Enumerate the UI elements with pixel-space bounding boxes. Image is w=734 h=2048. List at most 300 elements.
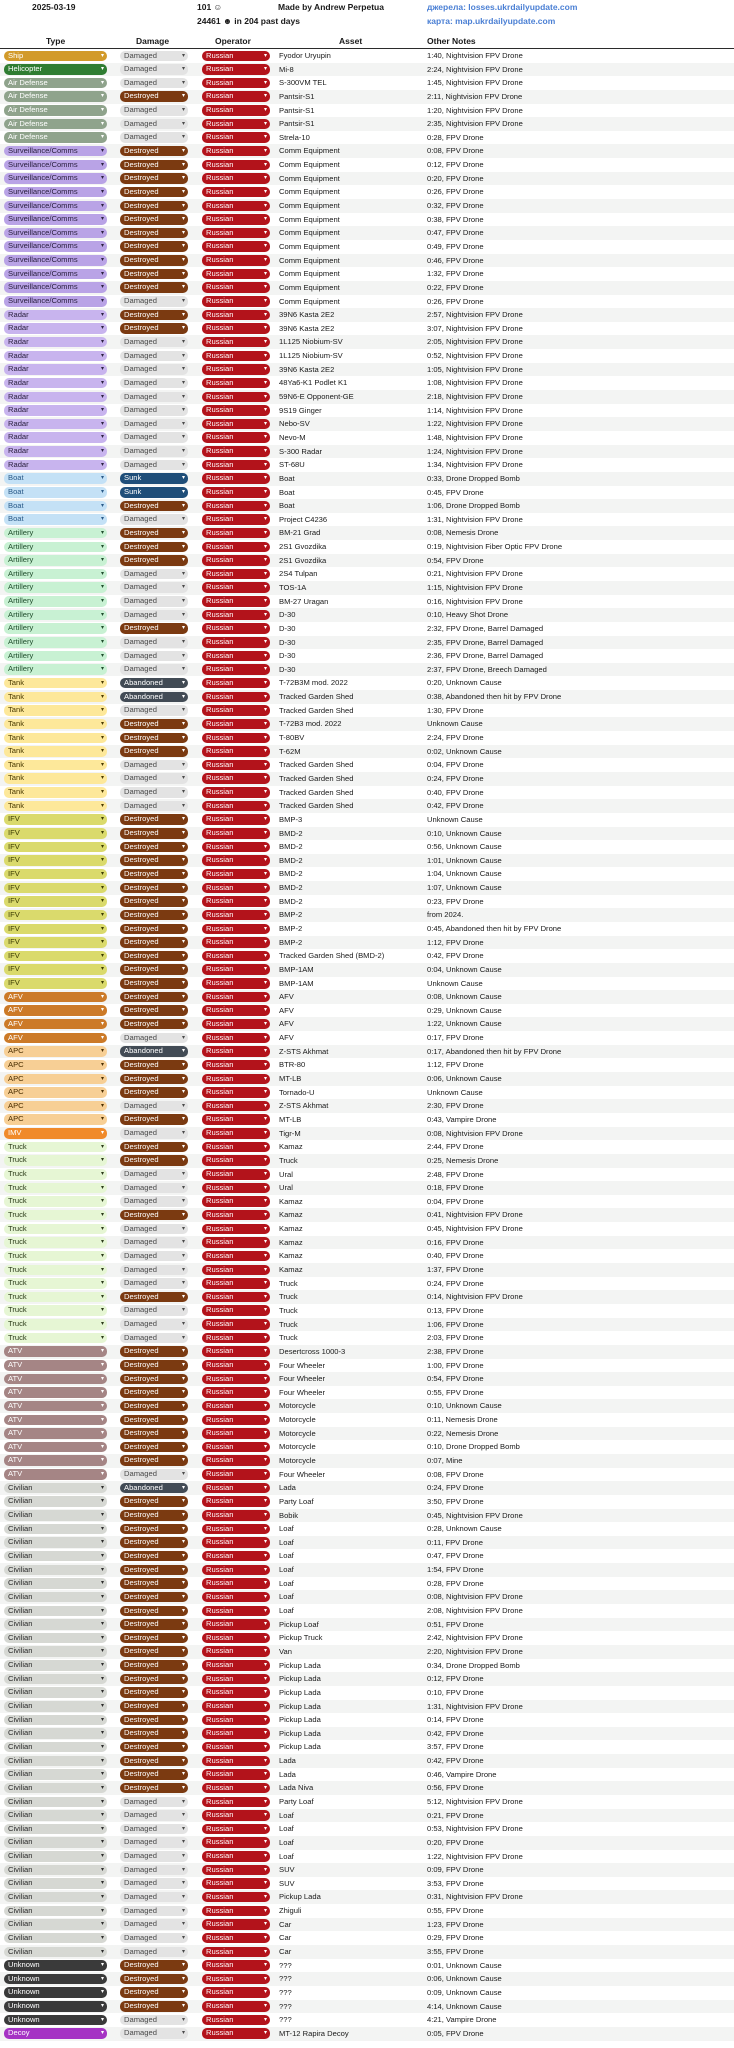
damage-dropdown[interactable] [120, 1824, 188, 1835]
operator-dropdown[interactable] [202, 1155, 270, 1166]
operator-dropdown[interactable] [202, 1646, 270, 1657]
asset-cell[interactable]: Pickup Lada [279, 1728, 321, 1738]
asset-cell[interactable]: Tracked Garden Shed [279, 705, 354, 715]
type-dropdown[interactable] [4, 910, 107, 921]
type-dropdown[interactable] [4, 569, 107, 580]
map-link[interactable]: карта: map.ukrdailyupdate.com [427, 16, 556, 26]
notes-cell[interactable]: 1:12, FPV Drone [427, 937, 484, 947]
asset-cell[interactable]: BMP-2 [279, 937, 303, 947]
asset-cell[interactable]: Zhiguli [279, 1906, 302, 1916]
notes-cell[interactable]: 0:25, Nemesis Drone [427, 1155, 499, 1165]
asset-cell[interactable]: Loaf [279, 1606, 294, 1616]
asset-cell[interactable]: Tigr-M [279, 1128, 301, 1138]
asset-cell[interactable]: Motorcycle [279, 1455, 316, 1465]
notes-cell[interactable]: 0:21, FPV Drone [427, 1810, 484, 1820]
notes-cell[interactable]: 0:55, FPV Drone [427, 1906, 484, 1916]
type-dropdown[interactable] [4, 1906, 107, 1917]
type-dropdown[interactable] [4, 1797, 107, 1808]
asset-cell[interactable]: AFV [279, 1033, 294, 1043]
damage-dropdown[interactable] [120, 978, 188, 989]
notes-cell[interactable]: 0:20, FPV Drone [427, 1837, 484, 1847]
damage-dropdown[interactable] [120, 733, 188, 744]
damage-dropdown[interactable] [120, 1933, 188, 1944]
notes-cell[interactable]: 0:11, Nemesis Drone [427, 1415, 498, 1425]
type-dropdown[interactable] [4, 582, 107, 593]
notes-cell[interactable]: 0:04, Unknown Cause [427, 964, 502, 974]
damage-dropdown[interactable] [120, 1837, 188, 1848]
notes-cell[interactable]: 0:08, Nightvision FPV Drone [427, 1128, 523, 1138]
damage-dropdown[interactable] [120, 269, 188, 280]
type-dropdown[interactable] [4, 1960, 107, 1971]
asset-cell[interactable]: Z-STS Akhmat [279, 1101, 329, 1111]
asset-cell[interactable]: Tracked Garden Shed [279, 692, 354, 702]
asset-cell[interactable]: Boat [279, 487, 295, 497]
notes-cell[interactable]: 1:31, Nightvision FPV Drone [427, 1701, 523, 1711]
notes-cell[interactable]: 0:56, Unknown Cause [427, 842, 502, 852]
damage-dropdown[interactable] [120, 1987, 188, 1998]
asset-cell[interactable]: Motorcycle [279, 1428, 316, 1438]
type-dropdown[interactable] [4, 542, 107, 553]
damage-dropdown[interactable] [120, 405, 188, 416]
notes-cell[interactable]: 0:33, Drone Dropped Bomb [427, 473, 520, 483]
operator-dropdown[interactable] [202, 1483, 270, 1494]
asset-cell[interactable]: BMD-2 [279, 855, 303, 865]
damage-dropdown[interactable] [120, 1974, 188, 1985]
operator-dropdown[interactable] [202, 1101, 270, 1112]
notes-cell[interactable]: 2:30, FPV Drone [427, 1101, 484, 1111]
damage-dropdown[interactable] [120, 1687, 188, 1698]
notes-cell[interactable]: 0:38, Abandoned then hit by FPV Drone [427, 692, 562, 702]
damage-dropdown[interactable] [120, 51, 188, 62]
damage-dropdown[interactable] [120, 1251, 188, 1262]
damage-dropdown[interactable] [120, 705, 188, 716]
notes-cell[interactable]: 1:54, FPV Drone [427, 1565, 484, 1575]
operator-dropdown[interactable] [202, 1428, 270, 1439]
operator-dropdown[interactable] [202, 760, 270, 771]
type-dropdown[interactable] [4, 1701, 107, 1712]
operator-dropdown[interactable] [202, 1865, 270, 1876]
operator-dropdown[interactable] [202, 828, 270, 839]
asset-cell[interactable]: 39N6 Kasta 2E2 [279, 364, 335, 374]
operator-dropdown[interactable] [202, 78, 270, 89]
type-dropdown[interactable] [4, 842, 107, 853]
notes-cell[interactable]: 0:51, FPV Drone [427, 1619, 484, 1629]
damage-dropdown[interactable] [120, 255, 188, 266]
operator-dropdown[interactable] [202, 883, 270, 894]
operator-dropdown[interactable] [202, 582, 270, 593]
notes-cell[interactable]: Unknown Cause [427, 719, 483, 729]
damage-dropdown[interactable] [120, 1442, 188, 1453]
notes-cell[interactable]: 0:14, Nightvision FPV Drone [427, 1292, 523, 1302]
notes-cell[interactable]: 1:06, FPV Drone [427, 1319, 484, 1329]
operator-dropdown[interactable] [202, 473, 270, 484]
asset-cell[interactable]: Desertcross 1000-3 [279, 1346, 346, 1356]
asset-cell[interactable]: S-300VM TEL [279, 78, 327, 88]
operator-dropdown[interactable] [202, 1537, 270, 1548]
type-dropdown[interactable] [4, 1415, 107, 1426]
notes-cell[interactable]: 0:28, FPV Drone [427, 1578, 484, 1588]
notes-cell[interactable]: 0:08, Unknown Cause [427, 992, 502, 1002]
damage-dropdown[interactable] [120, 1183, 188, 1194]
asset-cell[interactable]: Bobik [279, 1510, 298, 1520]
notes-cell[interactable]: 0:19, Nightvision Fiber Optic FPV Drone [427, 542, 563, 552]
notes-cell[interactable]: 0:13, FPV Drone [427, 1305, 484, 1315]
operator-dropdown[interactable] [202, 1728, 270, 1739]
notes-cell[interactable]: 0:07, Mine [427, 1455, 463, 1465]
damage-dropdown[interactable] [120, 132, 188, 143]
asset-cell[interactable]: Tracked Garden Shed [279, 773, 354, 783]
damage-dropdown[interactable] [120, 1510, 188, 1521]
damage-dropdown[interactable] [120, 883, 188, 894]
type-dropdown[interactable] [4, 1046, 107, 1057]
type-dropdown[interactable] [4, 692, 107, 703]
operator-dropdown[interactable] [202, 637, 270, 648]
asset-cell[interactable]: 2S1 Gvozdika [279, 542, 327, 552]
asset-cell[interactable]: Comm Equipment [279, 296, 340, 306]
damage-dropdown[interactable] [120, 310, 188, 321]
asset-cell[interactable]: Car [279, 1919, 292, 1929]
type-dropdown[interactable] [4, 978, 107, 989]
damage-dropdown[interactable] [120, 569, 188, 580]
operator-dropdown[interactable] [202, 1797, 270, 1808]
notes-cell[interactable]: 2:32, FPV Drone, Barrel Damaged [427, 623, 544, 633]
type-dropdown[interactable] [4, 1114, 107, 1125]
notes-cell[interactable]: 0:47, FPV Drone [427, 1551, 484, 1561]
asset-cell[interactable]: BMD-2 [279, 896, 303, 906]
notes-cell[interactable]: 1:22, Unknown Cause [427, 1019, 502, 1029]
type-dropdown[interactable] [4, 596, 107, 607]
operator-dropdown[interactable] [202, 1114, 270, 1125]
damage-dropdown[interactable] [120, 514, 188, 525]
notes-cell[interactable]: 0:45, FPV Drone [427, 487, 484, 497]
damage-dropdown[interactable] [120, 1851, 188, 1862]
asset-cell[interactable]: 1L125 Niobium-SV [279, 351, 343, 361]
operator-dropdown[interactable] [202, 1756, 270, 1767]
operator-dropdown[interactable] [202, 1060, 270, 1071]
operator-dropdown[interactable] [202, 1592, 270, 1603]
type-dropdown[interactable] [4, 1674, 107, 1685]
damage-dropdown[interactable] [120, 2001, 188, 2012]
damage-dropdown[interactable] [120, 1128, 188, 1139]
damage-dropdown[interactable] [120, 1046, 188, 1057]
notes-cell[interactable]: 0:40, FPV Drone [427, 1251, 484, 1261]
asset-cell[interactable]: Motorcycle [279, 1442, 316, 1452]
type-dropdown[interactable] [4, 1033, 107, 1044]
damage-dropdown[interactable] [120, 1305, 188, 1316]
operator-dropdown[interactable] [202, 132, 270, 143]
asset-cell[interactable]: Loaf [279, 1524, 294, 1534]
type-dropdown[interactable] [4, 746, 107, 757]
notes-cell[interactable]: 0:55, FPV Drone [427, 1387, 484, 1397]
type-dropdown[interactable] [4, 678, 107, 689]
damage-dropdown[interactable] [120, 2015, 188, 2026]
type-dropdown[interactable] [4, 364, 107, 375]
damage-dropdown[interactable] [120, 855, 188, 866]
type-dropdown[interactable] [4, 705, 107, 716]
type-dropdown[interactable] [4, 173, 107, 184]
notes-cell[interactable]: 0:10, Drone Dropped Bomb [427, 1442, 520, 1452]
asset-cell[interactable]: Loaf [279, 1551, 294, 1561]
asset-cell[interactable]: Pickup Lada [279, 1687, 321, 1697]
notes-cell[interactable]: 0:26, FPV Drone [427, 187, 484, 197]
notes-cell[interactable]: 3:50, FPV Drone [427, 1496, 484, 1506]
damage-dropdown[interactable] [120, 1019, 188, 1030]
asset-cell[interactable]: Pickup Lada [279, 1674, 321, 1684]
type-dropdown[interactable] [4, 1565, 107, 1576]
asset-cell[interactable]: Kamaz [279, 1237, 303, 1247]
operator-dropdown[interactable] [202, 678, 270, 689]
damage-dropdown[interactable] [120, 637, 188, 648]
operator-dropdown[interactable] [202, 1565, 270, 1576]
asset-cell[interactable]: Comm Equipment [279, 269, 340, 279]
notes-cell[interactable]: 0:46, Vampire Drone [427, 1769, 497, 1779]
operator-dropdown[interactable] [202, 1824, 270, 1835]
notes-cell[interactable]: 3:55, FPV Drone [427, 1947, 484, 1957]
operator-dropdown[interactable] [202, 1333, 270, 1344]
operator-dropdown[interactable] [202, 1455, 270, 1466]
type-dropdown[interactable] [4, 1251, 107, 1262]
asset-cell[interactable]: Car [279, 1933, 292, 1943]
damage-dropdown[interactable] [120, 692, 188, 703]
type-dropdown[interactable] [4, 992, 107, 1003]
asset-cell[interactable]: Loaf [279, 1578, 294, 1588]
asset-cell[interactable]: Comm Equipment [279, 214, 340, 224]
operator-dropdown[interactable] [202, 705, 270, 716]
damage-dropdown[interactable] [120, 1415, 188, 1426]
type-dropdown[interactable] [4, 405, 107, 416]
notes-cell[interactable]: 0:56, FPV Drone [427, 1783, 484, 1793]
type-dropdown[interactable] [4, 2001, 107, 2012]
notes-cell[interactable]: 1:24, Nightvision FPV Drone [427, 446, 523, 456]
asset-cell[interactable]: T-62M [279, 746, 301, 756]
asset-cell[interactable]: 39N6 Kasta 2E2 [279, 310, 335, 320]
type-dropdown[interactable] [4, 1728, 107, 1739]
damage-dropdown[interactable] [120, 173, 188, 184]
asset-cell[interactable]: AFV [279, 992, 294, 1002]
damage-dropdown[interactable] [120, 1797, 188, 1808]
asset-cell[interactable]: 9S19 Ginger [279, 405, 322, 415]
type-dropdown[interactable] [4, 323, 107, 334]
type-dropdown[interactable] [4, 1551, 107, 1562]
operator-dropdown[interactable] [202, 787, 270, 798]
operator-dropdown[interactable] [202, 201, 270, 212]
operator-dropdown[interactable] [202, 1292, 270, 1303]
type-dropdown[interactable] [4, 187, 107, 198]
asset-cell[interactable]: Pickup Loaf [279, 1619, 319, 1629]
damage-dropdown[interactable] [120, 105, 188, 116]
operator-dropdown[interactable] [202, 2015, 270, 2026]
damage-dropdown[interactable] [120, 296, 188, 307]
operator-dropdown[interactable] [202, 951, 270, 962]
type-dropdown[interactable] [4, 937, 107, 948]
type-dropdown[interactable] [4, 1974, 107, 1985]
asset-cell[interactable]: BMP-3 [279, 814, 303, 824]
operator-dropdown[interactable] [202, 910, 270, 921]
asset-cell[interactable]: Truck [279, 1278, 298, 1288]
operator-dropdown[interactable] [202, 1005, 270, 1016]
operator-dropdown[interactable] [202, 323, 270, 334]
asset-cell[interactable]: Motorcycle [279, 1401, 316, 1411]
asset-cell[interactable]: BMP-1AM [279, 964, 314, 974]
damage-dropdown[interactable] [120, 460, 188, 471]
operator-dropdown[interactable] [202, 1783, 270, 1794]
notes-cell[interactable]: 0:21, Nightvision FPV Drone [427, 569, 523, 579]
asset-cell[interactable]: Comm Equipment [279, 173, 340, 183]
operator-dropdown[interactable] [202, 2028, 270, 2039]
damage-dropdown[interactable] [120, 1906, 188, 1917]
damage-dropdown[interactable] [120, 773, 188, 784]
asset-cell[interactable]: T-80BV [279, 733, 305, 743]
operator-dropdown[interactable] [202, 1128, 270, 1139]
operator-dropdown[interactable] [202, 432, 270, 443]
type-dropdown[interactable] [4, 1319, 107, 1330]
damage-dropdown[interactable] [120, 910, 188, 921]
type-dropdown[interactable] [4, 473, 107, 484]
notes-cell[interactable]: 0:06, Unknown Cause [427, 1074, 502, 1084]
asset-cell[interactable]: Strela-10 [279, 132, 310, 142]
notes-cell[interactable]: 0:28, FPV Drone [427, 132, 484, 142]
damage-dropdown[interactable] [120, 1155, 188, 1166]
asset-cell[interactable]: Pickup Lada [279, 1742, 321, 1752]
operator-dropdown[interactable] [202, 364, 270, 375]
notes-cell[interactable]: 0:09, FPV Drone [427, 1865, 484, 1875]
notes-cell[interactable]: 0:29, FPV Drone [427, 1933, 484, 1943]
asset-cell[interactable]: TOS-1A [279, 582, 307, 592]
asset-cell[interactable]: Lada [279, 1483, 296, 1493]
damage-dropdown[interactable] [120, 323, 188, 334]
type-dropdown[interactable] [4, 1387, 107, 1398]
operator-dropdown[interactable] [202, 1496, 270, 1507]
notes-cell[interactable]: Unknown Cause [427, 978, 483, 988]
type-dropdown[interactable] [4, 1524, 107, 1535]
damage-dropdown[interactable] [120, 610, 188, 621]
type-dropdown[interactable] [4, 310, 107, 321]
type-dropdown[interactable] [4, 733, 107, 744]
damage-dropdown[interactable] [120, 78, 188, 89]
asset-cell[interactable]: Car [279, 1947, 292, 1957]
damage-dropdown[interactable] [120, 1742, 188, 1753]
notes-cell[interactable]: 0:42, FPV Drone [427, 1756, 484, 1766]
damage-dropdown[interactable] [120, 501, 188, 512]
damage-dropdown[interactable] [120, 1674, 188, 1685]
notes-cell[interactable]: 0:45, Abandoned then hit by FPV Drone [427, 924, 562, 933]
type-dropdown[interactable] [4, 883, 107, 894]
notes-cell[interactable]: 0:42, FPV Drone [427, 1728, 484, 1738]
damage-dropdown[interactable] [120, 241, 188, 252]
operator-dropdown[interactable] [202, 351, 270, 362]
asset-cell[interactable]: MT-LB [279, 1114, 302, 1124]
operator-dropdown[interactable] [202, 255, 270, 266]
asset-cell[interactable]: BM-27 Uragan [279, 596, 329, 606]
notes-cell[interactable]: 0:47, FPV Drone [427, 228, 484, 238]
type-dropdown[interactable] [4, 555, 107, 566]
damage-dropdown[interactable] [120, 555, 188, 566]
asset-cell[interactable]: Loaf [279, 1565, 294, 1575]
operator-dropdown[interactable] [202, 64, 270, 75]
operator-dropdown[interactable] [202, 1892, 270, 1903]
notes-cell[interactable]: 0:43, Vampire Drone [427, 1114, 497, 1124]
operator-dropdown[interactable] [202, 773, 270, 784]
notes-cell[interactable]: 1:40, Nightvision FPV Drone [427, 51, 523, 60]
damage-dropdown[interactable] [120, 678, 188, 689]
asset-cell[interactable]: Z-STS Akhmat [279, 1046, 329, 1056]
type-dropdown[interactable] [4, 1783, 107, 1794]
notes-cell[interactable]: 0:08, FPV Drone [427, 1469, 484, 1479]
asset-cell[interactable]: Loaf [279, 1810, 294, 1820]
operator-dropdown[interactable] [202, 105, 270, 116]
damage-dropdown[interactable] [120, 146, 188, 157]
asset-cell[interactable]: Fyodor Uryupin [279, 51, 331, 60]
damage-dropdown[interactable] [120, 432, 188, 443]
type-dropdown[interactable] [4, 924, 107, 935]
type-dropdown[interactable] [4, 1142, 107, 1153]
notes-cell[interactable]: 0:54, FPV Drone [427, 555, 484, 565]
operator-dropdown[interactable] [202, 310, 270, 321]
type-dropdown[interactable] [4, 1196, 107, 1207]
damage-dropdown[interactable] [120, 1374, 188, 1385]
notes-cell[interactable]: 0:20, Unknown Cause [427, 678, 502, 688]
damage-dropdown[interactable] [120, 1319, 188, 1330]
notes-cell[interactable]: 2:24, FPV Drone [427, 733, 484, 743]
type-dropdown[interactable] [4, 1878, 107, 1889]
asset-cell[interactable]: Pantsir-S1 [279, 119, 315, 129]
type-dropdown[interactable] [4, 501, 107, 512]
type-dropdown[interactable] [4, 1510, 107, 1521]
operator-dropdown[interactable] [202, 1715, 270, 1726]
notes-cell[interactable]: 3:57, FPV Drone [427, 1742, 484, 1752]
notes-cell[interactable]: 0:12, FPV Drone [427, 1674, 484, 1684]
type-dropdown[interactable] [4, 651, 107, 662]
asset-cell[interactable]: S-300 Radar [279, 446, 323, 456]
type-dropdown[interactable] [4, 255, 107, 266]
asset-cell[interactable]: ??? [279, 2015, 292, 2025]
type-dropdown[interactable] [4, 964, 107, 975]
type-dropdown[interactable] [4, 623, 107, 634]
operator-dropdown[interactable] [202, 119, 270, 130]
operator-dropdown[interactable] [202, 964, 270, 975]
damage-dropdown[interactable] [120, 1496, 188, 1507]
notes-cell[interactable]: 0:08, Nemesis Drone [427, 528, 499, 538]
damage-dropdown[interactable] [120, 582, 188, 593]
notes-cell[interactable]: 1:31, Nightvision FPV Drone [427, 514, 523, 524]
asset-cell[interactable]: ??? [279, 1974, 292, 1984]
operator-dropdown[interactable] [202, 1019, 270, 1030]
type-dropdown[interactable] [4, 105, 107, 116]
notes-cell[interactable]: 0:04, FPV Drone [427, 760, 484, 770]
damage-dropdown[interactable] [120, 201, 188, 212]
damage-dropdown[interactable] [120, 801, 188, 812]
operator-dropdown[interactable] [202, 1933, 270, 1944]
asset-cell[interactable]: Party Loaf [279, 1496, 314, 1506]
type-dropdown[interactable] [4, 528, 107, 539]
notes-cell[interactable]: 0:09, Unknown Cause [427, 1987, 502, 1997]
operator-dropdown[interactable] [202, 842, 270, 853]
damage-dropdown[interactable] [120, 351, 188, 362]
damage-dropdown[interactable] [120, 651, 188, 662]
notes-cell[interactable]: 2:42, Nightvision FPV Drone [427, 1633, 523, 1643]
damage-dropdown[interactable] [120, 1087, 188, 1098]
source-link[interactable]: джерела: losses.ukrdailyupdate.com [427, 2, 578, 12]
operator-dropdown[interactable] [202, 1305, 270, 1316]
operator-dropdown[interactable] [202, 1360, 270, 1371]
type-dropdown[interactable] [4, 610, 107, 621]
notes-cell[interactable]: 0:10, FPV Drone [427, 1687, 484, 1697]
type-dropdown[interactable] [4, 1633, 107, 1644]
asset-cell[interactable]: Kamaz [279, 1210, 303, 1220]
notes-cell[interactable]: 5:12, Nightvision FPV Drone [427, 1797, 523, 1806]
notes-cell[interactable]: 0:53, Nightvision FPV Drone [427, 1824, 523, 1834]
asset-cell[interactable]: D-30 [279, 651, 296, 661]
